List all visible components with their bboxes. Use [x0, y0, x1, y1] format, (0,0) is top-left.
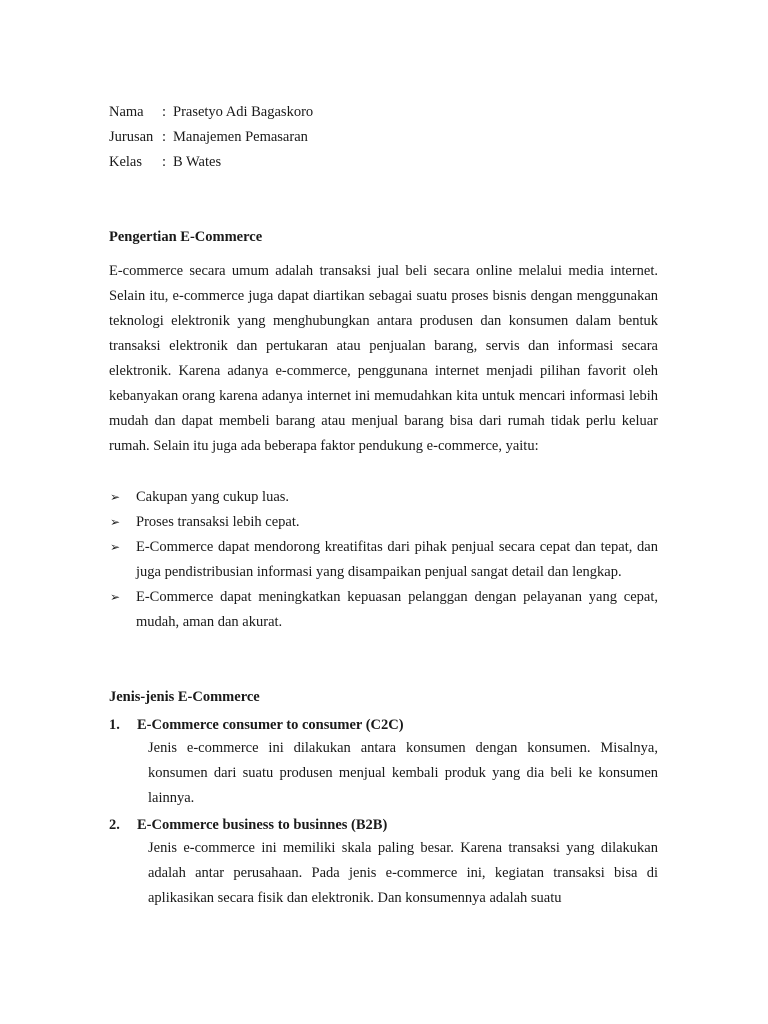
- bullet-text: E-Commerce dapat meningkatkan kepuasan pelanggan dengan pelayanan yang cepat, mudah, aman dan akurat.: [136, 589, 658, 630]
- type-description: Jenis e-commerce ini dilakukan antara konsumen dengan konsumen. Misalnya, konsumen dari suatu produsen menjual kembali produk yang dia beli ke konsumen lainnya.: [148, 740, 658, 806]
- section-heading-types: Jenis-jenis E-Commerce: [109, 689, 260, 705]
- info-value: Prasetyo Adi Bagaskoro: [173, 104, 314, 120]
- ecommerce-types-list: [109, 714, 658, 911]
- type-heading: [109, 814, 658, 836]
- info-row-class: [109, 152, 313, 177]
- info-row-name: [109, 102, 313, 127]
- info-row-major: [109, 127, 313, 152]
- type-item-b2b: [109, 814, 658, 911]
- info-label: Kelas: [109, 154, 143, 170]
- student-info: [109, 102, 313, 177]
- definition-paragraph: E-commerce secara umum adalah transaksi jual beli secara online melalui media internet. Selain itu, e-commerce juga dapat diartikan sebagai suatu proses bisnis dengan menggunakan teknologi elektronik yang menghubungkan antara produsen dan konsumen dalam bentuk transaksi elektronik dan pertukaran atau penjualan barang, servis dan informasi secara elektronik. Karena adanya e-commerce, penggunana internet menjadi pilihan favorit oleh kebanyakan orang karena adanya internet ini memudahkan kita untuk mencari informasi lebih mudah dan dapat membeli barang atau menjual barang bisa dari rumah tidak perlu keluar rumah. Selain itu juga ada beberapa faktor pendukung e-commerce, yaitu:: [109, 263, 658, 454]
- arrow-bullet-icon: ➢: [110, 540, 121, 554]
- bullet-item: [109, 535, 658, 585]
- arrow-bullet-icon: ➢: [110, 490, 121, 504]
- bullet-item: [109, 585, 658, 635]
- info-separator: :: [162, 129, 167, 145]
- info-label: Jurusan: [109, 129, 154, 145]
- info-separator: :: [162, 104, 167, 120]
- bullet-text: E-Commerce dapat mendorong kreatifitas dari pihak penjual secara cepat dan tepat, dan juga pendistribusian informasi yang disampaikan penjual sangat detail dan lengkap.: [136, 539, 658, 580]
- info-separator: :: [162, 154, 167, 170]
- section-heading-definition: Pengertian E-Commerce: [109, 229, 263, 245]
- info-label: Nama: [109, 104, 144, 120]
- bullet-item: [109, 485, 658, 510]
- type-title: E-Commerce consumer to consumer (C2C): [137, 717, 404, 733]
- arrow-bullet-icon: ➢: [110, 515, 121, 529]
- type-number: 1.: [109, 717, 120, 733]
- bullet-text: Proses transaksi lebih cepat.: [136, 514, 300, 530]
- bullet-item: [109, 510, 658, 535]
- info-value: Manajemen Pemasaran: [173, 129, 308, 145]
- factor-bullet-list: [109, 485, 658, 635]
- type-item-c2c: [109, 714, 658, 811]
- type-number: 2.: [109, 817, 120, 833]
- type-heading: [109, 714, 658, 736]
- bullet-text: Cakupan yang cukup luas.: [136, 489, 290, 505]
- type-title: E-Commerce business to businnes (B2B): [137, 817, 388, 833]
- type-description: Jenis e-commerce ini memiliki skala paling besar. Karena transaksi yang dilakukan adalah antar perusahaan. Pada jenis e-commerce ini, kegiatan transaksi bisa di aplikasikan secara fisik dan elektronik. Dan konsumennya adalah suatu: [148, 840, 658, 906]
- info-value: B Wates: [173, 154, 222, 170]
- arrow-bullet-icon: ➢: [110, 590, 121, 604]
